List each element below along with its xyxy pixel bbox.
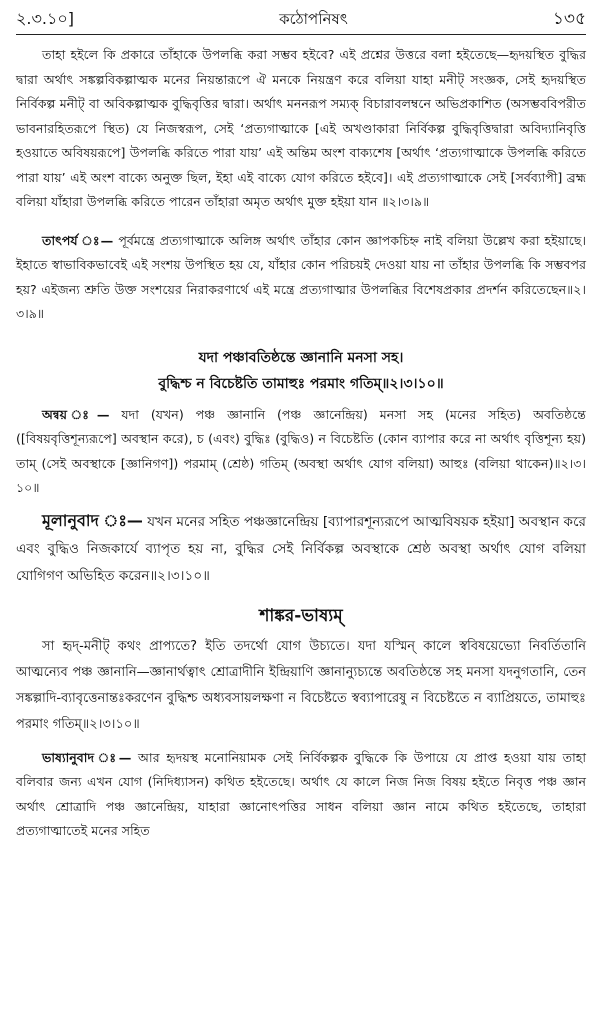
bhashyanubad-paragraph [16, 746, 586, 844]
bhashya-paragraph: সা হৃদ্‌-মনীট্‌ কথং প্রাপ্যতে? ইতি তদর্থো যোগ উচ্যতে। যদা যস্মিন্‌ কালে স্ববিষয়েভ্যো নিবর্তিতানি আত্মন্যেব পঞ্চ জ্ঞানানি—জ্ঞানার্থত্বাৎ শ্রোত্রাদীনি ইন্দ্রিয়াণি জ্ঞানান্যুচ্যন্তে অবতিষ্ঠন্তে সহ মনসা যদনুগতানি, তেন সঙ্কল্পাদি-ব্যাবৃত্তেনান্তঃকরণেন বুদ্ধিশ্চ অধ্যবসায়লক্ষণা ন বিচেষ্টতে স্বব্যাপারেষু ন বিচেষ্টতে ন ব্যাপ্রিয়তে, তামাহুঃ পরমাং গতিম্‌॥২।৩।১০॥ [16, 638, 586, 732]
verse-line-1: যদা পঞ্চাবতিষ্ঠন্তে জ্ঞানানি মনসা সহ। [198, 349, 404, 366]
bhashyanubad-label: ভাষ্যানুবাদ ঃ— [42, 749, 132, 765]
anvaya-text: যদা (যখন) পঞ্চ জ্ঞানানি (পঞ্চ জ্ঞানেন্দ্রিয়) মনসা সহ (মনের সহিত) অবতিষ্ঠন্তে ([বিষয়বৃত্তিশূন্যরূপে] অবস্থান করে), চ (এবং) বুদ্ধিঃ (বুদ্ধিও) ন বিচেষ্টতি (কোন ব্যাপার করে না অর্থাৎ বৃত্তিশূন্য হয়) তাম্‌ (সেই অবস্থাকে [জ্ঞানিগণ]) পরমাম্‌ (শ্রেষ্ঠ) গতিম্‌ (অবস্থা অর্থাৎ যোগ বলিয়া) আহুঃ (বলিয়া থাকেন)॥২।৩।১০॥ [16, 406, 586, 495]
tatparya-text: পূর্বমন্ত্রে প্রত্যগাত্মাকে অলিঙ্গ অর্থাৎ তাঁহার কোন জ্ঞাপকচিহ্ন নাই বলিয়া উল্লেখ করা হইয়াছে। ইহাতে স্বাভাবিকভাবেই এই সংশয় উপস্থিত হয় যে, যাঁহার কোন পরিচয়ই দেওয়া যায় না তাঁহার উপলব্ধি কি সম্ভবপর হয়? এইজন্য শ্রুতি উক্ত সংশয়ের নিরাকরণার্থে এই মন্ত্রে প্রত্যগাত্মার উপলব্ধির বিশেষপ্রকার প্রদর্শন করিতেছেন॥২।৩।৯॥ [16, 232, 586, 321]
bhashya-section-title: শাঙ্কর-ভাষ্যম্‌ [259, 605, 343, 626]
anvaya-paragraph [16, 403, 586, 501]
tatparya-label: তাৎপর্য ঃ— [42, 232, 114, 248]
tatparya-paragraph [16, 229, 586, 327]
mulanubad-label: মূলানুবাদ ঃ— [42, 510, 143, 530]
page-number: ১৩৫ [552, 9, 586, 29]
verse-line-2: বুদ্ধিশ্চ ন বিচেষ্টতি তামাহুঃ পরমাং গতিম্‌॥২।৩।১০॥ [158, 375, 444, 392]
page-header [16, 6, 586, 32]
bhashyanubad-text: আর হৃদয়স্থ মনোনিয়ামক সেই নির্বিকল্পক বুদ্ধিকে কি উপায়ে যে প্রাপ্ত হওয়া যায় তাহা বলিবার জন্য এখন যোগ (নিদিধ্যাসন) কথিত হইতেছে। অর্থাৎ যে কালে নিজ নিজ বিষয় হইতে নিবৃত্ত পঞ্চ জ্ঞান অর্থাৎ শ্রোত্রাদি পঞ্চ জ্ঞানেন্দ্রিয়, যাহারা জ্ঞানোৎপত্তির সাধন বলিয়া জ্ঞান নামে কথিত হইতেছে, তাহারা প্রত্যগাত্মাতেই মনের সহিত [16, 749, 587, 838]
header-rule [16, 34, 586, 35]
mulanubad-text: যখন মনের সহিত পঞ্চজ্ঞানেন্দ্রিয় [ব্যাপারশূন্যরূপে আত্মবিষয়ক হইয়া] অবস্থান করে এবং বুদ্ধিও নিজকার্যে ব্যাপৃত হয় না, বুদ্ধির সেই নির্বিকল্প অবস্থাকে শ্রেষ্ঠ অবস্থা অর্থাৎ যোগ বলিয়া যোগিগণ অভিহিত করেন॥২।৩।১০॥ [16, 513, 587, 584]
mantra-verse [16, 345, 586, 397]
commentary-paragraph: তাহা হইলে কি প্রকারে তাঁহাকে উপলব্ধি করা সম্ভব হইবে? এই প্রশ্নের উত্তরে বলা হইতেছে—হৃদয়স্থিত বুদ্ধির দ্বারা অর্থাৎ সঙ্কল্পবিকল্পাত্মক মনের নিয়ন্তারূপে ঐ মনকে নিয়ন্ত্রণ করে বলিয়া যাহা মনীট্‌ সংজ্ঞক, সেই হৃদয়স্থিত নির্বিকল্প মনীট্‌ বা অবিকল্পাত্মক বুদ্ধিবৃত্তির দ্বারা। অর্থাৎ মননরূপ সম্যক্‌ বিচারাবলম্বনে অভিপ্রকাশিত (অসম্ভববিপরীত ভাবনারহিতরূপে স্থিত) যে নিজস্বরূপ, সেই ‘প্রত্যগাত্মাকে [এই অখণ্ডাকারা নির্বিকল্প বুদ্ধিবৃত্তিদ্বারা অবিদ্যানিবৃত্তি হওয়াতে অবিষয়রূপে] উপলব্ধি করিতে পারা যায়’ এই অন্তিম অংশ বাক্যশেষ [অর্থাৎ ‘প্রত্যগাত্মাকে উপলব্ধি করিতে পারা যায়’ এই অংশ বাক্যে অনুক্ত ছিল, ইহা এই বাক্যে যোগ করিতে হইবে]। এই প্রত্যগাত্মাকে সেই [সর্বব্যাপী] ব্রহ্ম বলিয়া যাঁহারা উপলব্ধি করিতে পারেন তাঁহারা অমৃত অর্থাৎ মুক্ত হইয়া যান ॥২।৩।৯॥ [16, 47, 586, 209]
anvaya-label: অন্বয় ঃ— [42, 406, 110, 422]
mulanubad-paragraph [16, 507, 586, 590]
running-title: কঠোপনিষৎ [279, 10, 348, 28]
verse-reference: ২.৩.১০] [16, 9, 75, 28]
